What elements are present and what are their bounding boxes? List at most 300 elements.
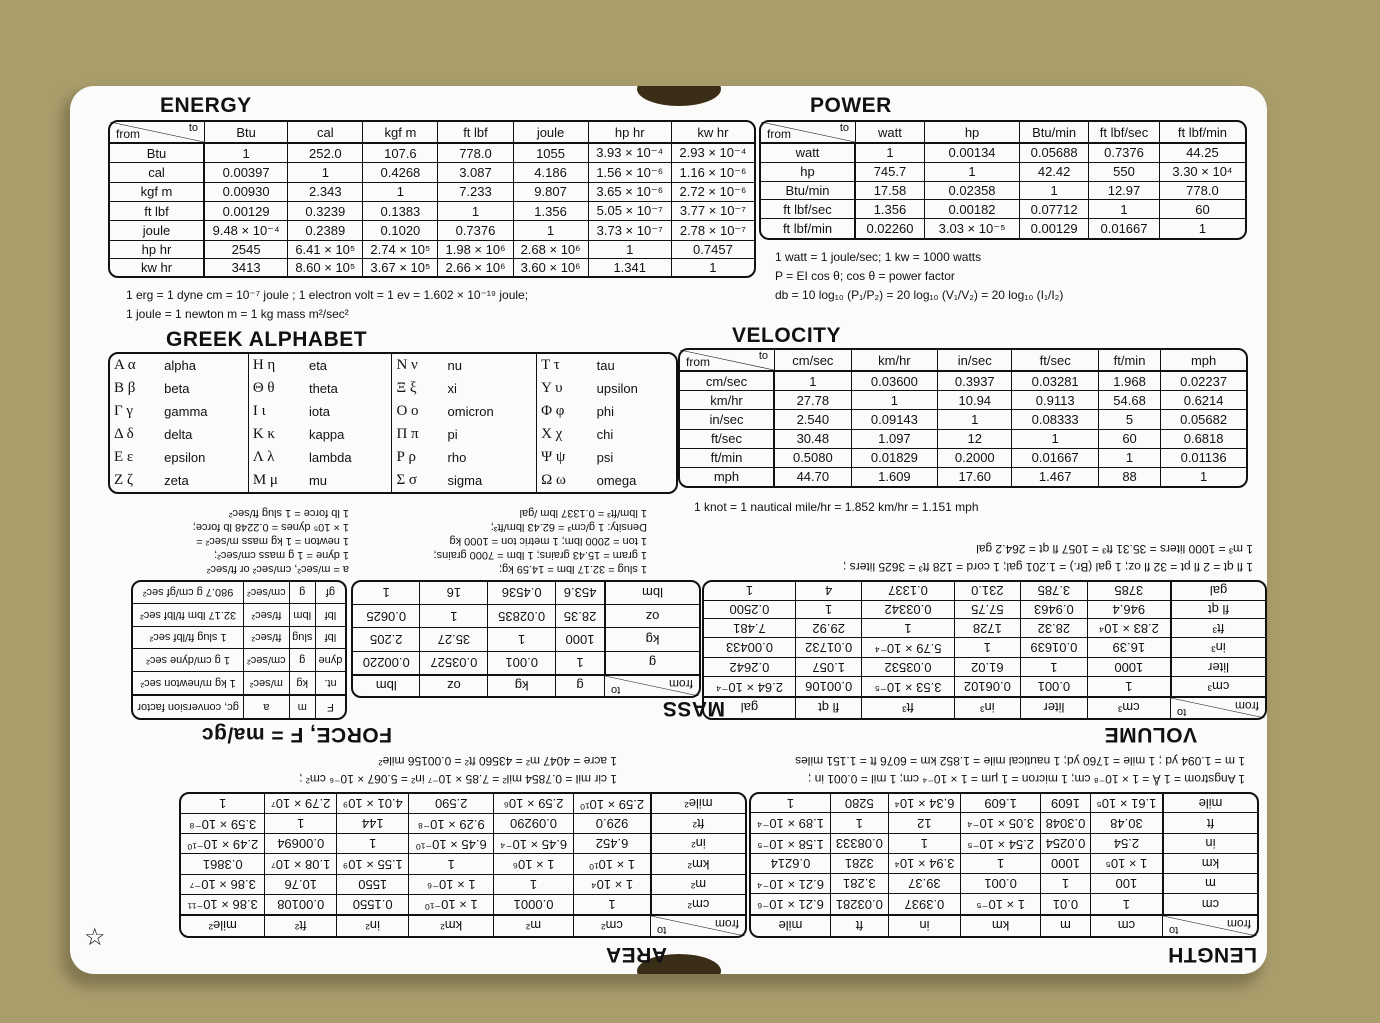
energy-cell: 9.807 (514, 183, 589, 202)
energy-cell: 0.1020 (363, 221, 438, 240)
volume-cell: 3.785 (1020, 582, 1087, 600)
length-note: 1 m = 1.094 yd ; 1 mile = 1760 yd; 1 nautical mile = 1.852 km = 6076 ft = 1.151 miles (795, 754, 1245, 768)
mass-cell: 0.0625 (353, 604, 420, 627)
volume-column-header: liter (1020, 696, 1087, 718)
velocity-cell: 0.3937 (938, 372, 1012, 391)
energy-column-header: kw hr (672, 122, 754, 144)
volume-cell: 1.057 (795, 657, 862, 676)
greek-letter-name: tau (596, 358, 615, 373)
length-cell: 39.37 (888, 873, 960, 894)
force-cell: lbf (315, 626, 345, 649)
greek-letter-glyph: Σ σ (396, 472, 418, 488)
power-row (761, 219, 1245, 238)
area-row (181, 794, 745, 813)
power-cell: 0.05688 (1020, 144, 1089, 163)
length-column-header: mile (751, 914, 830, 936)
energy-cell: 2.93 × 10⁻⁴ (672, 144, 754, 163)
force-cell: ft/sec² (243, 603, 288, 626)
length-cell: 1.58 × 10⁻⁵ (751, 833, 830, 854)
area-cell: 6.45 × 10⁻⁴ (493, 833, 573, 853)
power-cell: 12.97 (1089, 182, 1160, 201)
velocity-cell: 12 (938, 430, 1012, 449)
energy-cell: 1.16 × 10⁻⁶ (672, 163, 754, 182)
energy-row (110, 241, 754, 259)
velocity-row-label: ft/min (680, 449, 775, 468)
greek-title: GREEK ALPHABET (166, 328, 368, 351)
length-cell: 1 (1090, 893, 1162, 914)
area-title: AREA (605, 943, 667, 966)
greek-letter-name: xi (444, 377, 538, 400)
volume-cell: 0.1337 (861, 582, 953, 600)
greek-row (110, 400, 676, 423)
mass-note: 1 gram = 15.43 grains; 1 lbm = 7000 grains; (433, 549, 647, 561)
velocity-cell: 1.609 (852, 468, 938, 486)
greek-letter-name: theta (305, 377, 392, 400)
velocity-cell: 1 (1200, 469, 1208, 485)
greek-letter-name: lambda (305, 446, 392, 469)
volume-row-label: liter (1170, 657, 1265, 676)
greek-row (110, 469, 676, 492)
force-note: 1 dyne = 1 g mass cm/sec²; (214, 549, 349, 561)
area-note: 1 cir mil = 0.7854 mil² = 7.85 × 10⁻⁷ in² = 5.067 × 10⁻⁶ cm² ; (299, 772, 617, 786)
energy-cell: 2.66 × 10⁶ (438, 259, 513, 276)
energy-cell: 0.00397 (205, 163, 288, 182)
volume-cell: 946.4 (1087, 600, 1170, 619)
length-cell: 1 (888, 833, 960, 854)
mass-cell: 1000 (555, 627, 604, 650)
length-cell: 0.6214 (751, 853, 830, 872)
force-column-header: m (289, 694, 315, 718)
area-cell: 3.86 × 10⁻¹¹ (181, 894, 264, 914)
greek-letter-name: zeta (160, 469, 249, 492)
area-cell: 1 × 10¹⁰ (573, 853, 650, 873)
greek-letter-glyph: Β β (114, 380, 136, 396)
energy-row-label: hp hr (110, 241, 205, 259)
greek-letter-glyph: Η η (252, 357, 276, 373)
area-cell: 0.00108 (264, 894, 336, 914)
force-cell: dyne (315, 648, 345, 671)
area-row (181, 813, 745, 833)
area-cell: 1.08 × 10⁷ (264, 853, 336, 873)
mass-cell: 2.205 (353, 627, 420, 650)
volume-cell: 4 (795, 582, 862, 600)
volume-column-header: cm³ (1087, 696, 1170, 718)
length-cell: 6.21 × 10⁻⁶ (751, 893, 830, 914)
velocity-cell: 30.48 (775, 430, 852, 449)
volume-corner-cell (1170, 696, 1265, 718)
greek-letter-name: iota (305, 400, 392, 423)
area-row (181, 874, 745, 894)
velocity-row-label: in/sec (680, 410, 775, 429)
velocity-column-header: cm/sec (775, 350, 852, 372)
greek-row (110, 446, 676, 469)
power-cell: 3.30 × 10⁴ (1160, 163, 1245, 182)
volume-cell: 231.0 (954, 582, 1021, 600)
area-column-header: cm² (573, 914, 650, 936)
volume-cell: 3.53 × 10⁻⁵ (861, 676, 953, 696)
energy-corner-cell (110, 122, 205, 144)
energy-cell: 9.48 × 10⁻⁴ (205, 221, 288, 240)
energy-cell: 0.7457 (672, 241, 754, 259)
mass-note: Density: 1 g/cm³ = 62.43 lbm/ft³; (490, 521, 647, 533)
energy-row-label: kw hr (110, 259, 205, 276)
power-column-header: hp (925, 122, 1020, 144)
volume-cell: 0.2500 (704, 600, 795, 619)
mass-note: 1 slug = 32.17 lbm = 14.59 kg; (499, 563, 647, 575)
area-cell: 6.452 (573, 833, 650, 853)
velocity-cell: 5 (1099, 410, 1161, 429)
volume-cell: 2.83 × 10⁴ (1087, 618, 1170, 637)
energy-column-header: kgf m (363, 122, 438, 144)
velocity-cell: 0.05682 (1161, 410, 1246, 429)
volume-cell: 0.01639 (1020, 637, 1087, 657)
area-cell: 9.29 × 10⁻⁸ (408, 813, 493, 833)
area-row (181, 853, 745, 873)
energy-cell: 1.56 × 10⁻⁶ (589, 163, 672, 182)
length-cell: 0.3048 (1040, 812, 1090, 833)
energy-row (110, 144, 754, 163)
velocity-cell: 1.097 (852, 430, 938, 449)
velocity-cell: 60 (1099, 430, 1161, 449)
volume-cell: 0.01732 (795, 637, 862, 657)
greek-letter-glyph: Ε ε (114, 449, 134, 465)
energy-cell: 2.72 × 10⁻⁶ (672, 183, 754, 202)
force-cell: cm/sec² (243, 648, 288, 671)
length-cell: 1000 (1040, 853, 1090, 872)
area-cell: 0.0001 (493, 894, 573, 914)
area-cell: 6.45 × 10⁻¹⁰ (408, 833, 493, 853)
greek-letter-name: delta (160, 423, 249, 446)
force-cell: g (289, 582, 315, 603)
area-column-header: mile² (181, 914, 264, 936)
power-cell: 0.00129 (1020, 219, 1089, 238)
mass-row-label: kg (604, 627, 699, 650)
velocity-cell: 0.02237 (1161, 372, 1246, 391)
volume-column-header: gal (704, 696, 795, 718)
length-cell: 1 × 10⁻⁵ (960, 893, 1040, 914)
energy-cell: 1.356 (514, 202, 589, 221)
area-column-header: m² (493, 914, 573, 936)
force-cell: 1 slug ft/lbf sec² (133, 626, 243, 649)
energy-cell: 1 (438, 202, 513, 221)
area-cell: 1550 (336, 874, 408, 894)
area-cell: 1 (408, 853, 493, 873)
length-cell: 1.61 × 10⁵ (1090, 794, 1162, 812)
energy-cell: 0.7376 (438, 221, 513, 240)
volume-cell: 0.03532 (861, 657, 953, 676)
volume-cell: 0.00433 (704, 637, 795, 657)
energy-cell: 0.00930 (205, 183, 288, 202)
velocity-column-header: mph (1161, 350, 1246, 372)
velocity-title: VELOCITY (732, 324, 842, 347)
area-column-header: in² (336, 914, 408, 936)
velocity-cell: 27.78 (775, 391, 852, 410)
power-row (761, 163, 1245, 182)
area-cell: 10.76 (264, 874, 336, 894)
volume-row (704, 582, 1265, 600)
power-cell: 1 (1020, 182, 1089, 201)
power-column-header: ft lbf/min (1160, 122, 1245, 144)
area-row-label: mile² (650, 794, 745, 813)
energy-cell: 0.3239 (288, 202, 363, 221)
power-cell: 0.00134 (925, 144, 1020, 163)
mass-column-header: kg (487, 674, 555, 696)
power-cell: 1.356 (856, 200, 925, 219)
velocity-row (680, 430, 1246, 449)
volume-from-label: from (1235, 699, 1259, 713)
area-row-label: in² (650, 833, 745, 853)
area-cell: 1 (336, 833, 408, 853)
volume-cell: 28.32 (1020, 618, 1087, 637)
velocity-cell: 0.9113 (1012, 391, 1098, 410)
force-cell: lbm (289, 603, 315, 626)
mass-cell: 28.35 (555, 604, 604, 627)
force-cell: cm/sec² (243, 582, 288, 603)
velocity-column-header: in/sec (938, 350, 1012, 372)
power-row (761, 200, 1245, 219)
volume-cell: 5.79 × 10⁻⁴ (861, 637, 953, 657)
area-cell: 0.1550 (336, 894, 408, 914)
length-row (751, 853, 1257, 872)
power-cell: 0.02358 (925, 182, 1020, 201)
greek-letter-name: omicron (444, 400, 538, 423)
energy-title: ENERGY (160, 94, 252, 117)
area-cell: 1 (493, 874, 573, 894)
length-cell: 0.001 (960, 873, 1040, 894)
mass-column-header: oz (420, 674, 488, 696)
velocity-column-header: km/hr (852, 350, 938, 372)
energy-cell: 3.73 × 10⁻⁷ (589, 221, 672, 240)
mass-cell: 1 (420, 604, 488, 627)
power-corner-cell (761, 122, 856, 144)
power-cell: 42.42 (1020, 163, 1089, 182)
mass-row (353, 604, 699, 627)
energy-row-label: Btu (110, 144, 205, 163)
length-cell: 1 (1040, 873, 1090, 894)
force-note: 1 newton = 1 kg mass m/sec² = (196, 535, 349, 547)
greek-letter-glyph: Ξ ξ (396, 380, 417, 396)
length-row-label: mile (1162, 794, 1257, 812)
volume-row-label: fl qt (1170, 600, 1265, 619)
velocity-row (680, 468, 1246, 486)
force-cell: 32.17 lbm ft/lbf sec² (133, 603, 243, 626)
volume-cell: 1 (861, 618, 953, 637)
area-cell: 2.59 × 10⁶ (493, 794, 573, 813)
area-cell: 0.00694 (264, 833, 336, 853)
energy-row (110, 259, 754, 276)
mass-row (353, 627, 699, 650)
velocity-note: 1 knot = 1 nautical mile/hr = 1.852 km/hr = 1.151 mph (694, 500, 979, 514)
velocity-column-header: ft/min (1099, 350, 1161, 372)
mass-cell: 1 (382, 585, 390, 601)
area-from-label: from (715, 917, 739, 931)
volume-cell: 16.39 (1087, 637, 1170, 657)
greek-letter-name: nu (444, 354, 538, 377)
length-row (751, 833, 1257, 854)
length-cell: 1 (786, 795, 795, 811)
mass-row (353, 582, 699, 604)
area-row (181, 894, 745, 914)
energy-note: 1 joule = 1 newton m = 1 kg mass m²/sec² (126, 307, 349, 321)
energy-cell: 2.74 × 10⁵ (363, 241, 438, 259)
greek-letter-glyph: Ω ω (541, 472, 566, 488)
power-row-label: ft lbf/sec (761, 200, 856, 219)
mass-title: MASS (662, 697, 725, 720)
force-cell: m/sec² (243, 671, 288, 694)
mass-cell: 0.001 (487, 651, 555, 674)
velocity-table (678, 348, 1248, 488)
velocity-cell: 0.6818 (1161, 430, 1246, 449)
energy-cell: 3.087 (438, 163, 513, 182)
velocity-cell: 17.60 (938, 468, 1012, 486)
energy-cell: 0.1383 (363, 202, 438, 221)
mass-cell: 1 (555, 651, 604, 674)
velocity-column-header: ft/sec (1012, 350, 1098, 372)
volume-cell: 1000 (1087, 657, 1170, 676)
length-title: LENGTH (1167, 943, 1257, 966)
mass-cell: 0.00220 (353, 651, 420, 674)
area-cell: 1 (219, 796, 227, 812)
power-row (761, 144, 1245, 163)
greek-alphabet-table (108, 352, 678, 494)
length-from-label: from (1227, 917, 1251, 931)
velocity-row-label: cm/sec (680, 372, 775, 391)
area-row-label: m² (650, 874, 745, 894)
length-cell: 3.94 × 10⁴ (888, 853, 960, 872)
length-cell: 100 (1090, 873, 1162, 894)
volume-column-header: ft³ (861, 696, 953, 718)
velocity-cell: 1 (938, 410, 1012, 429)
area-cell: 1 (573, 894, 650, 914)
length-cell: 0.08333 (830, 833, 888, 854)
power-cell: 1 (856, 144, 925, 163)
energy-cell: 2545 (205, 241, 288, 259)
volume-row-label: in³ (1170, 637, 1265, 657)
power-table (759, 120, 1247, 240)
volume-column-header: fl qt (795, 696, 862, 718)
energy-cell: 1055 (514, 144, 589, 163)
greek-letter-glyph: Υ υ (541, 380, 563, 396)
force-cell: lbf (315, 603, 345, 626)
energy-row-label: kgf m (110, 183, 205, 202)
velocity-cell: 88 (1099, 468, 1161, 486)
energy-cell: 3.60 × 10⁶ (514, 259, 589, 276)
energy-row (110, 163, 754, 182)
velocity-row-label: ft/sec (680, 430, 775, 449)
volume-cell: 0.001 (1020, 676, 1087, 696)
volume-cell: 7.481 (704, 618, 795, 637)
mass-note: 1 lbm/ft³ = 0.1337 lbm /gal (519, 507, 647, 519)
energy-column-header: joule (514, 122, 589, 144)
energy-column-header: ft lbf (438, 122, 513, 144)
energy-row-label: cal (110, 163, 205, 182)
power-cell: 3.03 × 10⁻⁵ (925, 219, 1020, 238)
energy-to-label: to (188, 122, 198, 134)
area-column-header: km² (408, 914, 493, 936)
velocity-row (680, 410, 1246, 429)
length-note: 1 Angstrom = 1 Å = 1 × 10⁻⁸ cm; 1 micron = 1 μm = 1 × 10⁻⁴ cm; 1 mil = 0.001 in ; (807, 772, 1245, 786)
mass-to-label: to (611, 684, 621, 696)
power-row (761, 182, 1245, 201)
force-row (133, 648, 345, 671)
mass-row-label: g (604, 651, 699, 674)
velocity-cell: 0.09143 (852, 410, 938, 429)
energy-cell: 0.4268 (363, 163, 438, 182)
greek-letter-glyph: Ο ο (396, 403, 419, 419)
velocity-cell: 0.2000 (938, 449, 1012, 468)
energy-cell: 2.343 (288, 183, 363, 202)
power-cell: 0.7376 (1089, 144, 1160, 163)
energy-cell: 3.65 × 10⁻⁶ (589, 183, 672, 202)
mass-table (351, 580, 701, 698)
length-cell: 5280 (830, 794, 888, 812)
volume-cell: 1728 (954, 618, 1021, 637)
volume-cell: 0.06102 (954, 676, 1021, 696)
volume-row (704, 657, 1265, 676)
velocity-cell: 0.03281 (1012, 372, 1098, 391)
area-row-label: ft² (650, 813, 745, 833)
force-row (133, 626, 345, 649)
force-cell: 1 g cm/dyne sec² (133, 648, 243, 671)
area-table (179, 792, 747, 938)
energy-cell: 5.05 × 10⁻⁷ (589, 202, 672, 221)
length-cell: 0.0254 (1040, 833, 1090, 854)
energy-cell: 107.6 (363, 144, 438, 163)
power-cell: 1 (1089, 200, 1160, 219)
length-row-label: ft (1162, 812, 1257, 833)
greek-letter-name: psi (596, 450, 614, 465)
force-note: 1 × 10⁵ dynes = 0.2248 lb force; (192, 521, 349, 533)
energy-column-header: cal (288, 122, 363, 144)
power-cell: 17.58 (856, 182, 925, 201)
length-row-label: km (1162, 853, 1257, 872)
energy-cell: 3413 (205, 259, 288, 276)
force-cell: 980.7 g cm/gf sec² (142, 586, 234, 599)
velocity-row-label: km/hr (680, 391, 775, 410)
force-cell: kg (289, 671, 315, 694)
energy-cell: 1 (363, 183, 438, 202)
length-cell: 1 (830, 812, 888, 833)
length-row-label: m (1162, 873, 1257, 894)
greek-letter-name: rho (444, 446, 538, 469)
volume-cell: 0.9463 (1020, 600, 1087, 619)
volume-row-label: cm³ (1170, 676, 1265, 696)
energy-column-header: Btu (205, 122, 288, 144)
power-cell: 0.07712 (1020, 200, 1089, 219)
length-cell: 3.05 × 10⁻⁴ (960, 812, 1040, 833)
energy-cell: 1 (514, 221, 589, 240)
area-cell: 929.0 (573, 813, 650, 833)
power-to-label: to (839, 122, 849, 134)
area-cell: 1 × 10⁻⁶ (408, 874, 493, 894)
volume-cell: 1 (954, 637, 1021, 657)
energy-row (110, 221, 754, 240)
energy-row (110, 202, 754, 221)
power-row-label: Btu/min (761, 182, 856, 201)
power-title: POWER (810, 94, 892, 117)
velocity-cell: 10.94 (938, 391, 1012, 410)
greek-letter-name: sigma (444, 469, 538, 492)
length-cell: 6.21 × 10⁻⁴ (751, 873, 830, 894)
length-cell: 1609 (1040, 794, 1090, 812)
velocity-cell: 0.5080 (775, 449, 852, 468)
volume-table (702, 580, 1267, 720)
volume-cell: 0.00106 (795, 676, 862, 696)
greek-letter-glyph: Τ τ (541, 357, 560, 373)
volume-cell: 0.03342 (861, 600, 953, 619)
energy-cell: 252.0 (288, 144, 363, 163)
area-cell: 0.3861 (181, 853, 264, 873)
